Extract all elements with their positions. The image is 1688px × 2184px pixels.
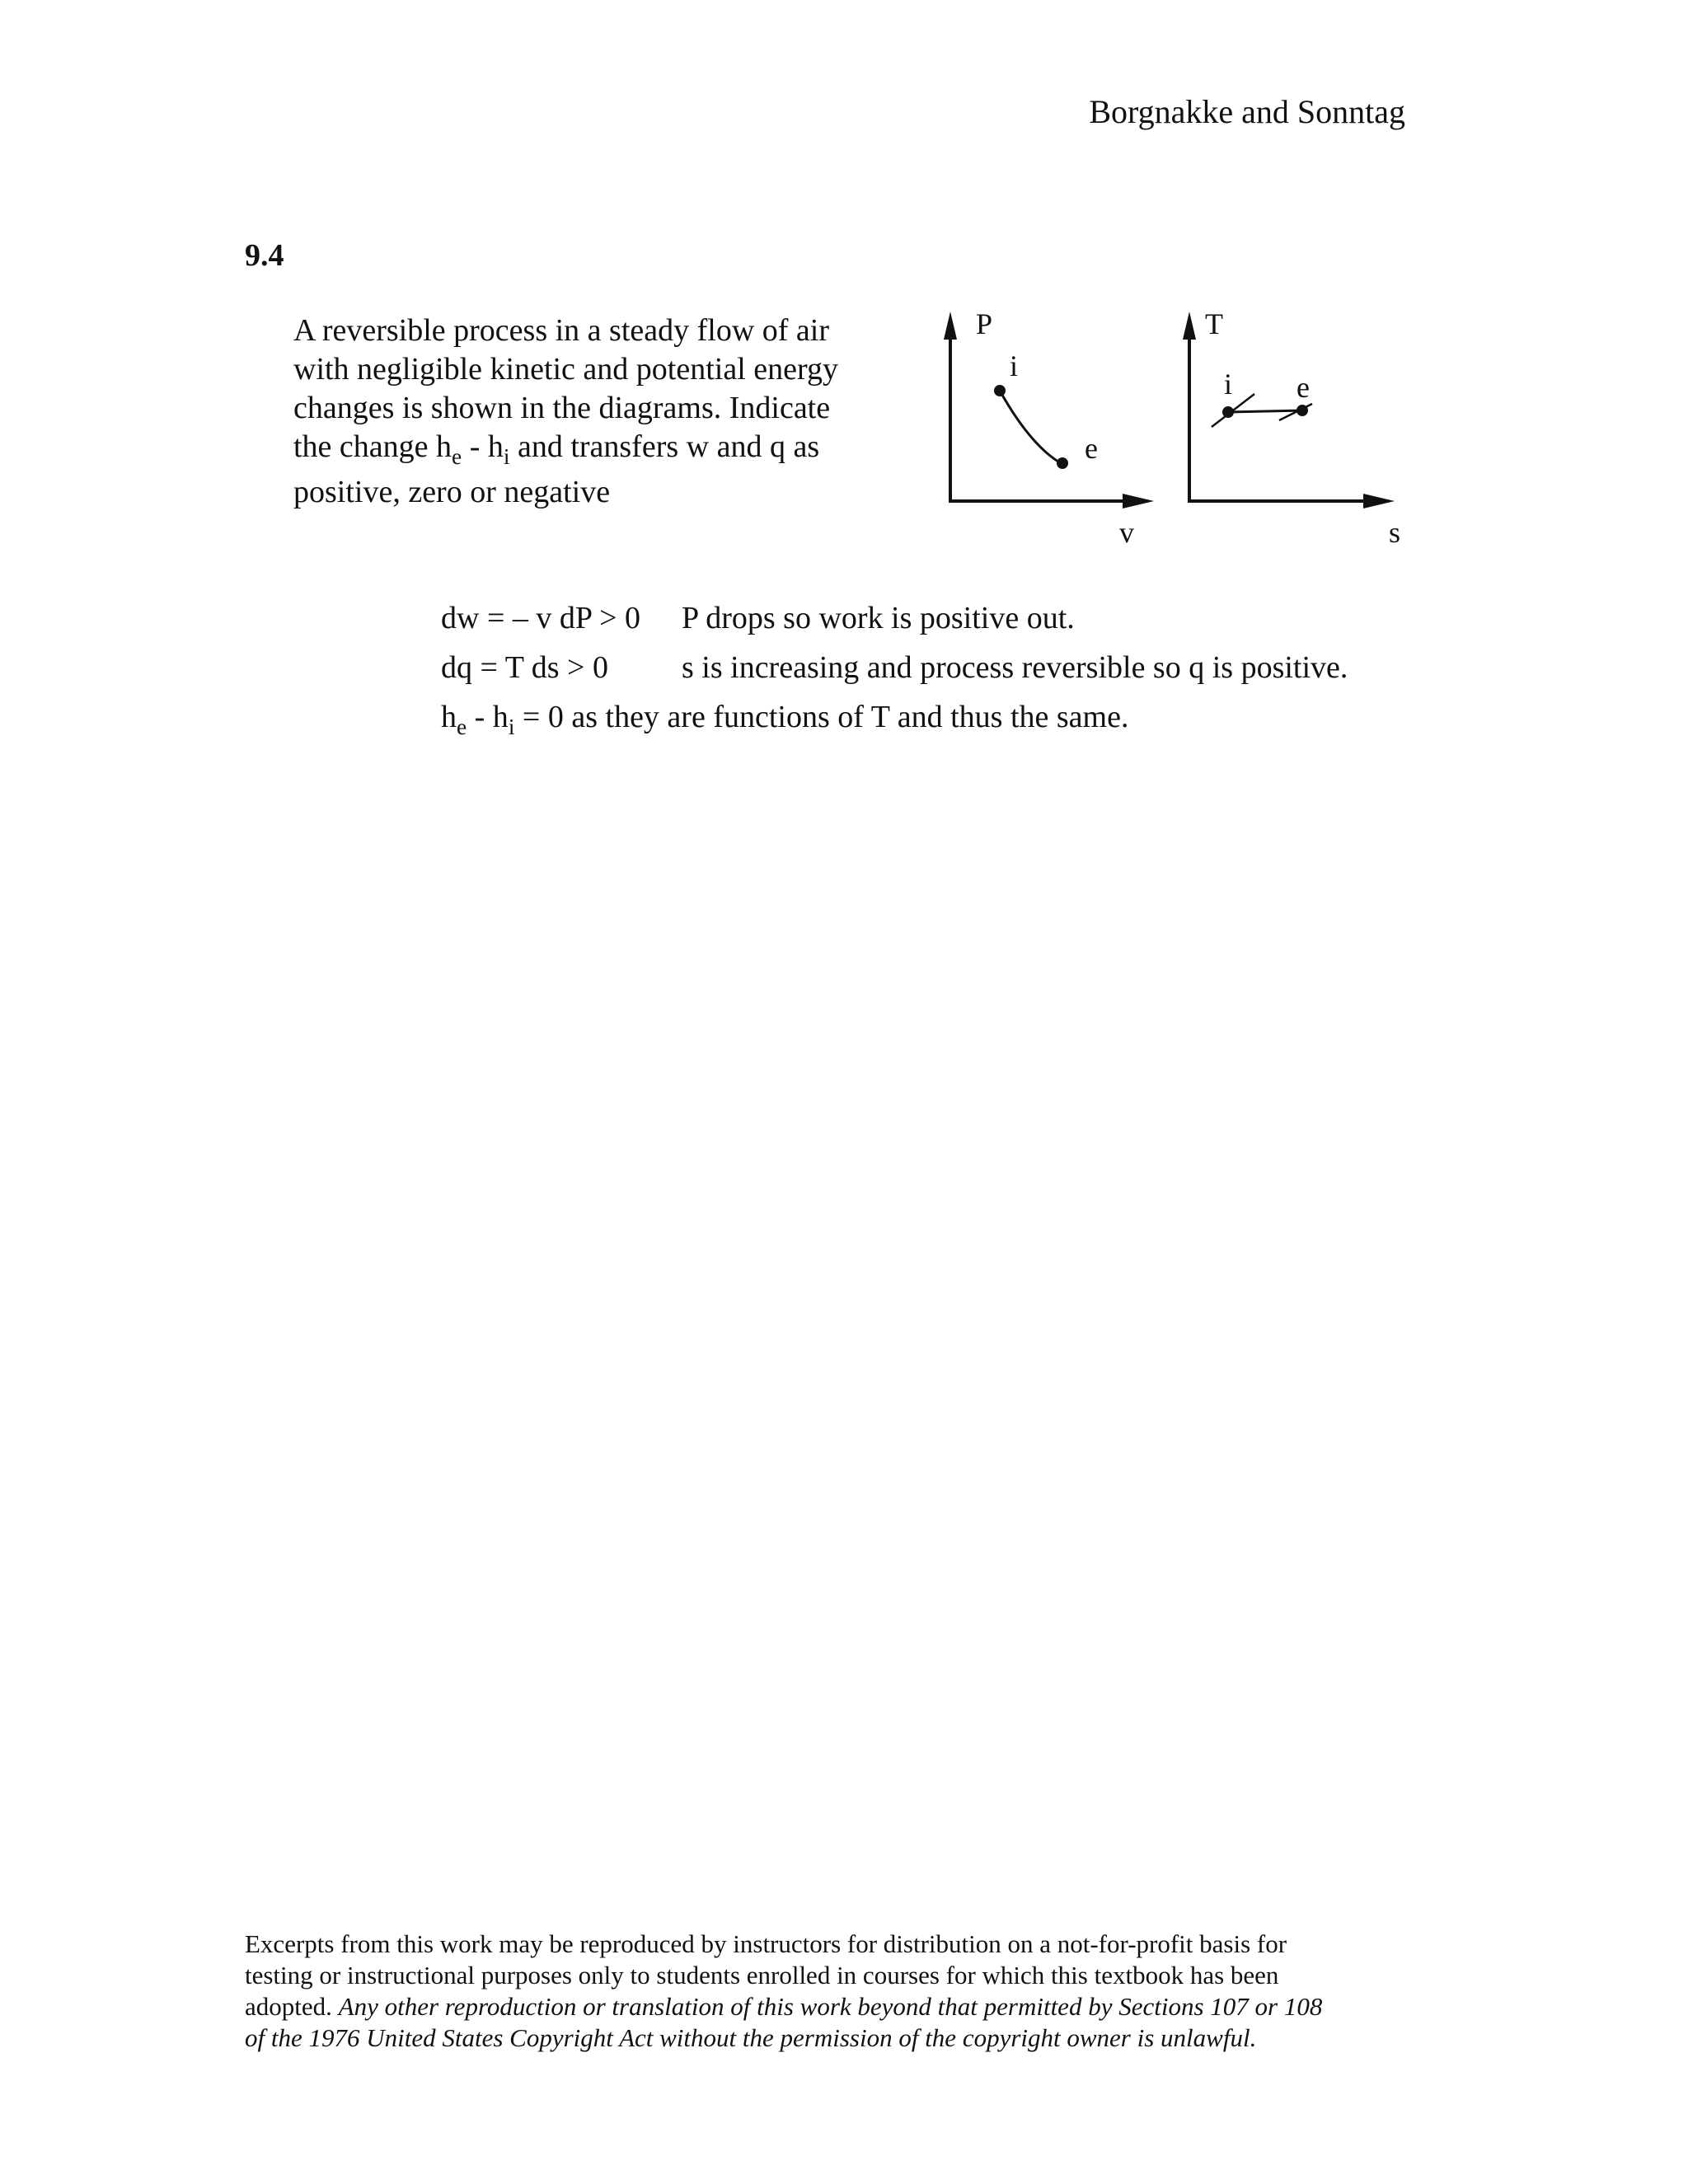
footer-text: adopted.	[245, 1992, 339, 2021]
enthalpy-text: h	[441, 700, 457, 734]
statement-line: with negligible kinetic and potential energy	[293, 352, 838, 387]
footer-line: testing or instructional purposes only to students enrolled in courses for which this textbook has been	[245, 1961, 1279, 1990]
problem-number: 9.4	[245, 238, 284, 273]
enthalpy-text: = 0 as they are functions of T and thus the same.	[514, 700, 1129, 734]
pv-end-label: e	[1085, 432, 1098, 465]
footer-line	[245, 1991, 1415, 2022]
subscript-e: e	[452, 443, 462, 469]
pv-y-axis-label: P	[976, 307, 993, 340]
pv-y-arrowhead	[944, 312, 957, 340]
footer-italic-text: Any other reproduction or translation of this work beyond that permitted by Sections 107 or 108	[338, 1992, 1323, 2021]
pv-process-curve	[1000, 391, 1061, 463]
enthalpy-text: - h	[467, 700, 509, 734]
work-note: P drops so work is positive out.	[682, 601, 1075, 635]
footer-italic-text: of the 1976 United States Copyright Act without the permission of the copyright owner is unlawful.	[245, 2023, 1257, 2052]
heat-expression: dq = T ds > 0	[441, 650, 608, 685]
statement-text: the change h	[293, 429, 452, 464]
statement-line: A reversible process in a steady flow of air	[293, 313, 830, 348]
copyright-footer	[245, 1929, 1415, 2054]
header-author: Borgnakke and Sonntag	[1089, 93, 1405, 130]
footer-line: Excerpts from this work may be reproduced by instructors for distribution on a not-for-profit basis for	[245, 1929, 1287, 1958]
subscript-e: e	[457, 714, 467, 739]
ts-process-line	[1228, 410, 1304, 412]
statement-line	[293, 428, 920, 469]
ts-end-label: e	[1296, 371, 1310, 404]
enthalpy-expression	[441, 692, 1128, 742]
ts-end-point	[1296, 405, 1308, 416]
statement-text: - h	[462, 429, 504, 464]
ts-x-arrowhead	[1363, 494, 1395, 509]
heat-note: s is increasing and process reversible so q is positive.	[682, 650, 1348, 685]
pv-x-axis-label: v	[1119, 516, 1134, 549]
statement-line: positive, zero or negative	[293, 475, 611, 509]
subscript-i: i	[508, 714, 515, 739]
ts-x-axis-label: s	[1389, 516, 1401, 549]
statement-text: and transfers w and q as	[509, 429, 820, 464]
ts-y-axis-label: T	[1205, 307, 1223, 340]
ts-diagram	[1179, 305, 1409, 552]
ts-start-point	[1222, 406, 1234, 418]
pv-end-point	[1057, 457, 1068, 469]
pv-diagram	[940, 305, 1170, 552]
footer-line	[245, 2022, 1415, 2054]
subscript-i: i	[503, 443, 510, 469]
statement-line: changes is shown in the diagrams. Indicate	[293, 391, 831, 425]
ts-start-label: i	[1224, 368, 1233, 401]
ts-y-arrowhead	[1183, 312, 1196, 340]
pv-x-arrowhead	[1123, 494, 1154, 509]
problem-statement	[293, 312, 920, 512]
work-expression: dw = – v dP > 0	[441, 601, 641, 635]
pv-start-label: i	[1010, 349, 1019, 382]
pv-start-point	[994, 385, 1006, 396]
